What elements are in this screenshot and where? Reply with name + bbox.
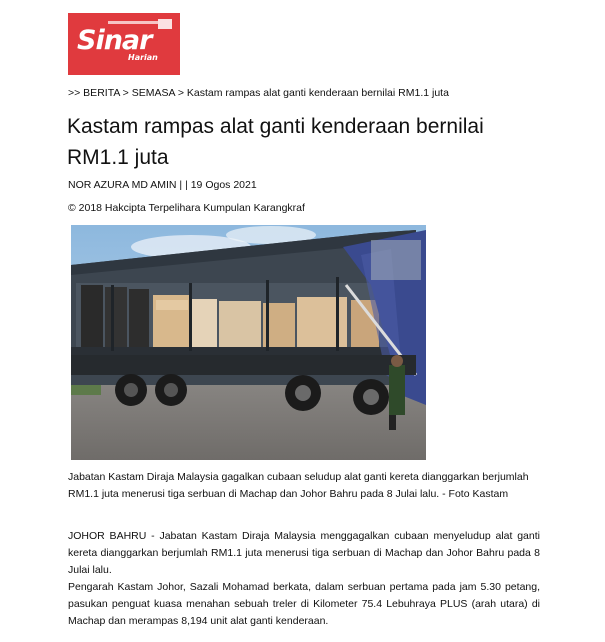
sinar-harian-logo[interactable] — [68, 13, 180, 75]
breadcrumb[interactable]: >> BERITA > SEMASA > Kastam rampas alat ganti kenderaan bernilai RM1.1 juta — [68, 87, 449, 99]
article-byline: NOR AZURA MD AMIN | | 19 Ogos 2021 — [68, 179, 257, 191]
logo-badge — [158, 19, 172, 29]
article-paragraph-2: Pengarah Kastam Johor, Sazali Mohamad berkata, dalam serbuan pertama pada jam 5.30 petang, pasukan penguat kuasa menahan sebuah treler di Kilometer 75.4 Lebuhraya PLUS (arah utara) di Machap dan merampas 8,194 unit alat ganti kenderaan. — [68, 581, 540, 627]
logo-subname: Harian — [128, 53, 158, 62]
article-title: Kastam rampas alat ganti kenderaan bernilai RM1.1 juta — [67, 115, 484, 169]
copyright-notice: © 2018 Hakcipta Terpelihara Kumpulan Karangkraf — [68, 202, 305, 214]
photo-caption: Jabatan Kastam Diraja Malaysia gagalkan cubaan seludup alat ganti kereta dianggarkan berjumlah RM1.1 juta menerusi tiga serbuan di Machap dan Johor Bahru pada 8 Julai lalu. - Foto Kastam — [68, 471, 529, 500]
logo-strip — [108, 21, 158, 24]
article-photo — [71, 225, 426, 460]
article-paragraph-1: JOHOR BAHRU - Jabatan Kastam Diraja Malaysia menggagalkan cubaan menyeludup alat ganti kereta dianggarkan berjumlah RM1.1 juta menerusi tiga serbuan di Machap dan Johor Bahru pada 8 Julai lalu. — [68, 530, 540, 576]
logo-name: Sinar — [77, 25, 152, 56]
truck-photo-illustration — [71, 225, 426, 460]
